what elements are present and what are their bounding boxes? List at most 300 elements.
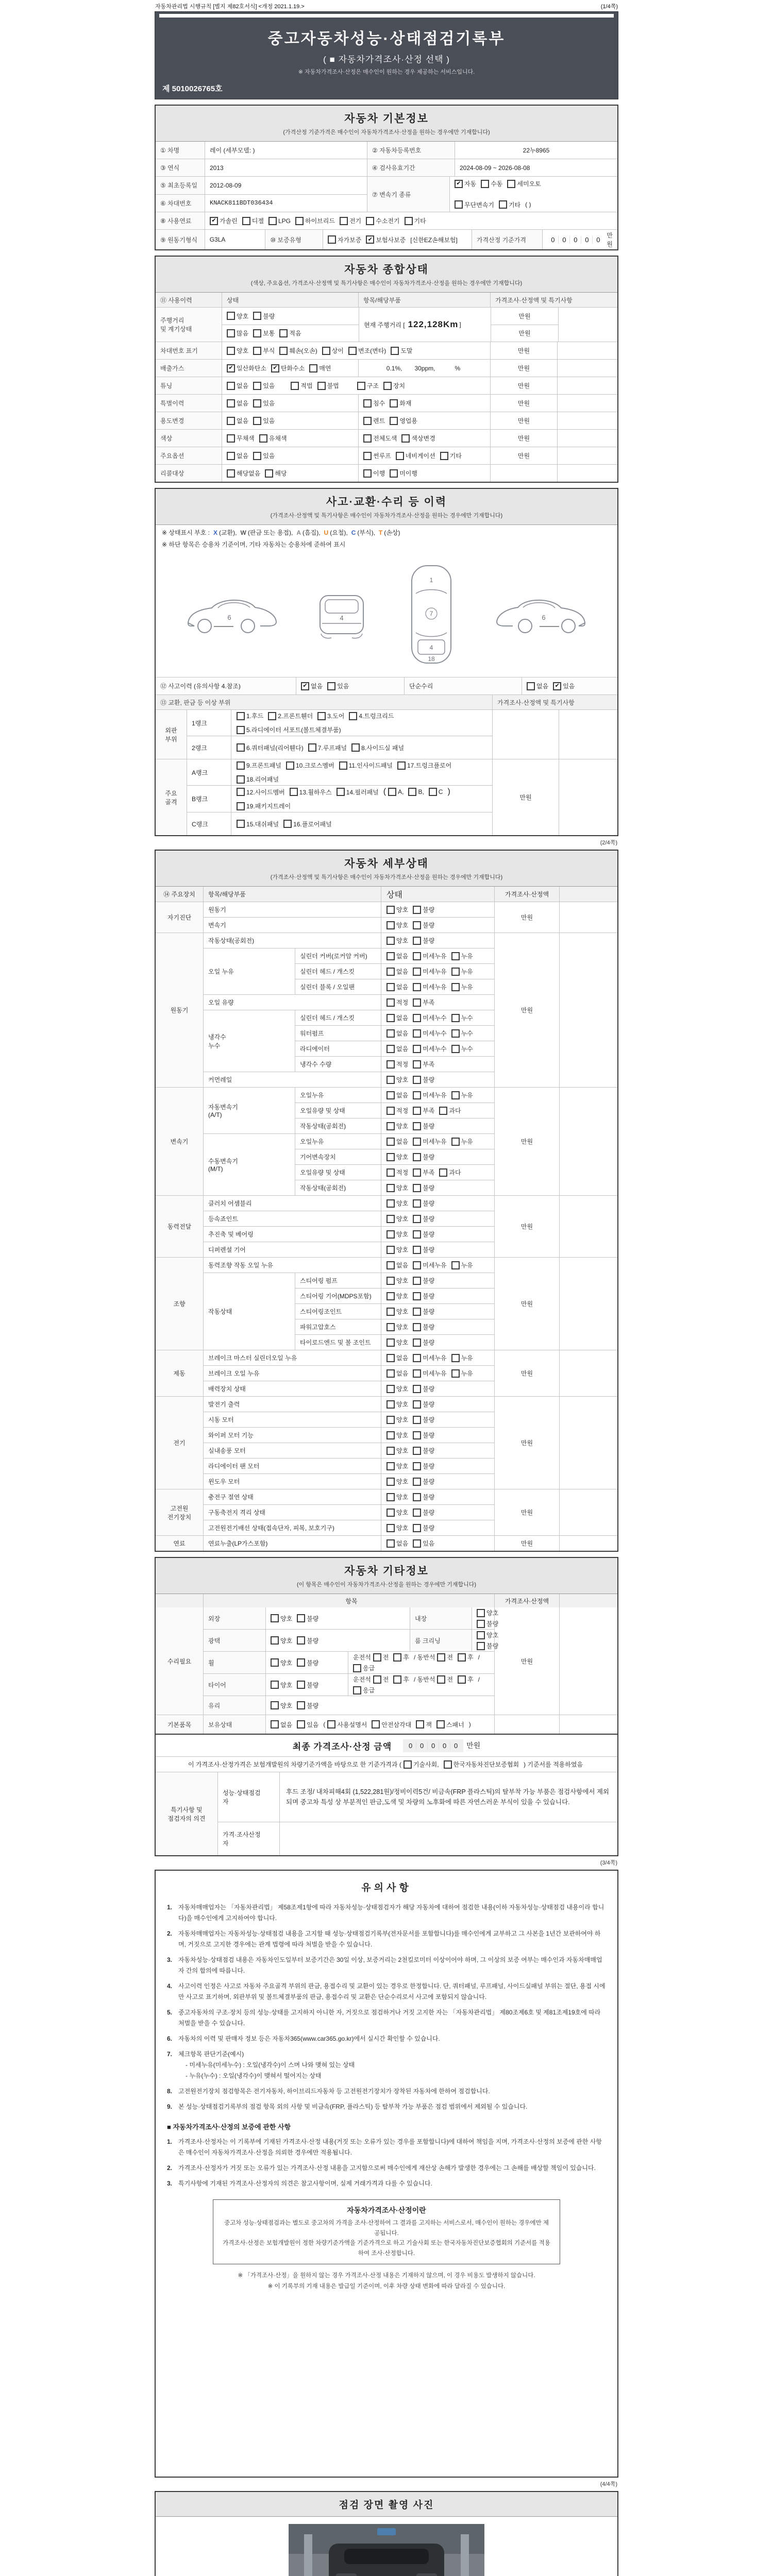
checkbox-불량[interactable] xyxy=(413,1338,434,1347)
checkbox-양호[interactable] xyxy=(386,1323,408,1331)
text-token: 0.1%, xyxy=(386,364,402,372)
checkbox-box xyxy=(477,1609,485,1617)
checkbox-양호[interactable] xyxy=(227,346,248,355)
checkbox-양호[interactable] xyxy=(386,1122,408,1130)
checkbox-미세누유[interactable] xyxy=(413,1261,446,1269)
checkbox-불량[interactable] xyxy=(413,1122,434,1130)
checkbox-box xyxy=(253,399,261,408)
checkbox-수소전기[interactable] xyxy=(366,216,399,225)
checkbox-불량[interactable] xyxy=(413,921,434,929)
checkbox-없음[interactable] xyxy=(386,1013,408,1022)
checkbox-불량[interactable] xyxy=(413,1462,434,1470)
checkbox-불량[interactable] xyxy=(413,1384,434,1393)
checkbox-적법[interactable] xyxy=(291,381,312,390)
checkbox-가솔린[interactable] xyxy=(210,216,238,225)
detail-subitem-label: 타이로드엔드 및 볼 조인트 xyxy=(295,1335,381,1350)
checkbox-양호[interactable] xyxy=(386,1276,408,1285)
checkbox-양호[interactable] xyxy=(386,936,408,945)
checkbox-이행[interactable] xyxy=(363,469,385,478)
detail-subrow xyxy=(295,1118,494,1133)
color-price: 만원 xyxy=(490,430,557,447)
checkbox-불량[interactable] xyxy=(297,1681,318,1689)
text-token: ] xyxy=(459,321,461,328)
checkbox-사용설명서[interactable] xyxy=(327,1720,367,1729)
checkbox-미세누유[interactable] xyxy=(413,952,446,960)
checkbox-없음[interactable] xyxy=(386,1091,408,1099)
checkbox-양호[interactable] xyxy=(386,1415,408,1424)
panel-note-cell xyxy=(559,759,617,835)
checkbox-14.필러패널[interactable] xyxy=(337,788,379,796)
checkbox-양호[interactable] xyxy=(386,1523,408,1532)
checkbox-box xyxy=(386,1478,395,1486)
checkbox-네비게이션[interactable] xyxy=(396,451,435,460)
checkbox-일산화탄소[interactable] xyxy=(227,364,266,372)
checkbox-누유[interactable] xyxy=(451,1261,473,1269)
simple-repair-label: 단순수리 xyxy=(404,677,522,694)
checkbox-해당[interactable] xyxy=(265,469,287,478)
checkbox-잭[interactable] xyxy=(416,1720,432,1729)
checkbox-안전삼각대[interactable] xyxy=(372,1720,411,1729)
checkbox-양호[interactable] xyxy=(386,1493,408,1501)
accident-section xyxy=(155,488,618,836)
checkbox-불량[interactable] xyxy=(413,1214,434,1223)
checkbox-기타[interactable] xyxy=(405,216,426,225)
checkbox-누수[interactable] xyxy=(451,1029,473,1038)
checkbox-불량[interactable] xyxy=(413,1075,434,1084)
checkbox-label: A, xyxy=(398,788,404,795)
checkbox-부족[interactable] xyxy=(413,1060,434,1069)
checkbox-label: 있음 xyxy=(263,400,275,407)
final-price-row xyxy=(156,1734,617,1756)
checkbox-label: 전체도색 xyxy=(373,435,397,442)
checkbox-양호[interactable] xyxy=(271,1614,292,1623)
checkbox-12.사이드멤버[interactable] xyxy=(237,788,285,796)
checkbox-양호[interactable] xyxy=(271,1681,292,1689)
checkbox-B,[interactable] xyxy=(408,788,424,796)
checkbox-없음[interactable] xyxy=(527,682,548,690)
checkbox-한국자동차진단보증협회[interactable] xyxy=(444,1760,519,1769)
checkbox-보험사보증[interactable] xyxy=(366,235,406,244)
checkbox-미세누수[interactable] xyxy=(413,1044,446,1053)
photos-header xyxy=(156,2492,617,2517)
checkbox-기타[interactable] xyxy=(440,451,462,460)
detail-subrow xyxy=(295,1180,494,1195)
checkbox-불량[interactable] xyxy=(413,1153,434,1161)
checkbox-보통[interactable] xyxy=(253,329,275,337)
checkbox-불량[interactable] xyxy=(297,1614,318,1623)
checkbox-없음[interactable] xyxy=(386,1539,408,1548)
checkbox-도말[interactable] xyxy=(391,346,412,355)
detail-subitem-label: 오일유량 및 상태 xyxy=(295,1165,381,1180)
checkbox-후[interactable] xyxy=(393,1653,409,1662)
checkbox-양호[interactable] xyxy=(386,1477,408,1486)
checkbox-불량[interactable] xyxy=(413,1477,434,1486)
checkbox-훼손(오손)[interactable] xyxy=(279,346,317,355)
checkbox-box xyxy=(413,1184,421,1192)
checkbox-양호[interactable] xyxy=(386,1230,408,1239)
checkbox-자동[interactable] xyxy=(455,179,476,188)
checkbox-침수[interactable] xyxy=(363,399,385,408)
checkbox-불량[interactable] xyxy=(413,1292,434,1300)
checkbox-15.대쉬패널[interactable] xyxy=(237,820,279,828)
detail-state-options xyxy=(381,1134,494,1149)
detail-state-options xyxy=(381,1103,494,1118)
checkbox-양호[interactable] xyxy=(386,1307,408,1316)
checkbox-누유[interactable] xyxy=(451,967,473,976)
checkbox-양호[interactable] xyxy=(386,1199,408,1208)
checkbox-과다[interactable] xyxy=(439,1168,461,1177)
checkbox-box xyxy=(413,1230,421,1239)
checkbox-19.패키지트레이[interactable] xyxy=(237,802,291,810)
checkbox-불량[interactable] xyxy=(413,1431,434,1439)
checkbox-label: 변조(변타) xyxy=(358,347,386,354)
basic-info-table xyxy=(156,142,617,249)
checkbox-양호[interactable] xyxy=(386,1431,408,1439)
checkbox-없음[interactable] xyxy=(227,399,248,408)
checkbox-후[interactable] xyxy=(458,1675,474,1684)
detail-state-options xyxy=(381,1304,494,1319)
etc-basic-price-cell xyxy=(494,1715,559,1734)
checkbox-label: 적정 xyxy=(396,1169,409,1176)
checkbox-없음[interactable] xyxy=(386,1369,408,1378)
checkbox-양호[interactable] xyxy=(386,921,408,929)
checkbox-기타[interactable] xyxy=(499,200,520,209)
checkbox-부족[interactable] xyxy=(413,998,434,1007)
checkbox-디젤[interactable] xyxy=(242,216,264,225)
checkbox-없음[interactable] xyxy=(386,1261,408,1269)
checkbox-불량[interactable] xyxy=(413,905,434,914)
checkbox-전기[interactable] xyxy=(340,216,361,225)
checkbox-미세누유[interactable] xyxy=(413,1137,446,1146)
checkbox-누유[interactable] xyxy=(451,982,473,991)
detail-subrow xyxy=(295,1334,494,1350)
detail-subitem-label: 오일누유 xyxy=(295,1088,381,1103)
checkbox-기술사회,[interactable] xyxy=(404,1760,439,1769)
price-definition-title: 자동차가격조사·산정이란 xyxy=(347,2206,426,2214)
checkbox-양호[interactable] xyxy=(386,1183,408,1192)
checkbox-양호[interactable] xyxy=(386,905,408,914)
checkbox-있음[interactable] xyxy=(553,682,575,690)
checkbox-없음[interactable] xyxy=(386,1137,408,1146)
mileage-price-1: 만원 xyxy=(518,312,531,320)
checkbox-불량[interactable] xyxy=(413,1199,434,1208)
checkbox-16.플로어패널[interactable] xyxy=(283,820,332,828)
checkbox-부족[interactable] xyxy=(413,1168,434,1177)
checkbox-없음[interactable] xyxy=(386,1353,408,1362)
special-label: 특별이력 xyxy=(156,395,222,412)
color-items xyxy=(358,430,490,447)
checkbox-누유[interactable] xyxy=(451,1353,473,1362)
checkbox-누유[interactable] xyxy=(451,1091,473,1099)
cautions-footnote-2: ※ 이 기록부의 기재 내용은 발급일 기준이며, 이후 차량 상태 변화에 따라 달라질 수 있습니다. xyxy=(267,2283,506,2290)
checkbox-불량[interactable] xyxy=(297,1701,318,1710)
checkbox-불량[interactable] xyxy=(413,1523,434,1532)
checkbox-누유[interactable] xyxy=(451,952,473,960)
checkbox-부식[interactable] xyxy=(253,346,275,355)
checkbox-무채색[interactable] xyxy=(227,434,255,443)
checkbox-있음[interactable] xyxy=(297,1720,318,1729)
checkbox-없음[interactable] xyxy=(386,967,408,976)
checkbox-label: 렌트 xyxy=(373,417,385,425)
checkbox-불량[interactable] xyxy=(413,1400,434,1409)
checkbox-영업용[interactable] xyxy=(390,416,417,425)
checkbox-없음[interactable] xyxy=(386,1044,408,1053)
checkbox-썬루프[interactable] xyxy=(363,451,391,460)
checkbox-box xyxy=(308,743,316,752)
checkbox-무단변속기[interactable] xyxy=(455,200,494,209)
checkbox-있음[interactable] xyxy=(413,1539,434,1548)
checkbox-11.인사이드패널[interactable] xyxy=(339,761,393,770)
checkbox-box xyxy=(242,217,250,225)
checkbox-양호[interactable] xyxy=(386,1338,408,1347)
detail-item-label: 클러치 어셈블리 xyxy=(204,1196,381,1211)
checkbox-불량[interactable] xyxy=(413,936,434,945)
checkbox-장치[interactable] xyxy=(383,381,405,390)
detail-col-state: 상태 xyxy=(386,891,402,900)
checkbox-2.프론트휀더[interactable] xyxy=(268,711,313,720)
checkbox-label: 없음 xyxy=(396,1540,409,1547)
checkbox-해당없음[interactable] xyxy=(227,469,260,478)
checkbox-4.트렁크리드[interactable] xyxy=(349,711,394,720)
checkbox-누유[interactable] xyxy=(451,1369,473,1378)
checkbox-box: ✔ xyxy=(210,217,218,225)
checkbox-색상변경[interactable] xyxy=(401,434,435,443)
checkbox-label: 전 xyxy=(382,1654,389,1661)
checkbox-불량[interactable] xyxy=(413,1307,434,1316)
checkbox-변조(변타)[interactable] xyxy=(348,346,386,355)
checkbox-상이[interactable] xyxy=(322,346,344,355)
checkbox-유채색[interactable] xyxy=(259,434,287,443)
checkbox-미세누유[interactable] xyxy=(413,1353,446,1362)
checkbox-box xyxy=(386,1184,395,1192)
checkbox-18.리어패널[interactable] xyxy=(237,775,279,784)
checkbox-적정[interactable] xyxy=(386,1168,408,1177)
checkbox-매연[interactable] xyxy=(309,364,331,372)
checkbox-전[interactable] xyxy=(373,1653,389,1662)
checkbox-렌트[interactable] xyxy=(363,416,385,425)
checkbox-자가보증[interactable] xyxy=(328,235,361,244)
checkbox-탄화수소[interactable] xyxy=(271,364,305,372)
svg-text:1: 1 xyxy=(429,577,433,584)
checkbox-없음[interactable] xyxy=(227,416,248,425)
checkbox-box xyxy=(386,1308,395,1316)
checkbox-있음[interactable] xyxy=(253,399,275,408)
checkbox-불량[interactable] xyxy=(413,1508,434,1517)
checkbox-적정[interactable] xyxy=(386,1060,408,1069)
checkbox-전[interactable] xyxy=(373,1675,389,1684)
checkbox-불법[interactable] xyxy=(317,381,339,390)
checkbox-3.도어[interactable] xyxy=(317,711,344,720)
checkbox-label: 양호 xyxy=(396,1246,409,1253)
checkbox-label: 양호 xyxy=(396,1215,409,1223)
checkbox-미세누유[interactable] xyxy=(413,982,446,991)
row-usage-change xyxy=(156,412,617,429)
checkbox-미세누유[interactable] xyxy=(413,1091,446,1099)
checkbox-응급[interactable] xyxy=(353,1664,375,1672)
checkbox-불량[interactable] xyxy=(297,1636,318,1645)
checkbox-불량[interactable] xyxy=(413,1230,434,1239)
checkbox-label: 5.라디에이터 서포트(볼트체결부품) xyxy=(246,726,341,734)
checkbox-과다[interactable] xyxy=(439,1106,461,1115)
panel-group-rows xyxy=(187,710,492,759)
checkbox-양호[interactable] xyxy=(386,1508,408,1517)
checkbox-있음[interactable] xyxy=(253,451,275,460)
checkbox-양호[interactable] xyxy=(386,1245,408,1254)
detail-state-options xyxy=(381,979,494,994)
checkbox-불량[interactable] xyxy=(413,1276,434,1285)
checkbox-미세누유[interactable] xyxy=(413,1369,446,1378)
etc-cell-내장: 내장 xyxy=(410,1607,472,1629)
checkbox-box xyxy=(297,1701,305,1709)
detail-state-options xyxy=(381,1041,494,1056)
checkbox-9.프론트패널[interactable] xyxy=(237,761,281,770)
checkbox-label: 불량 xyxy=(423,1215,435,1223)
checkbox-양호[interactable] xyxy=(386,1384,408,1393)
checkbox-1.후드[interactable] xyxy=(237,711,263,720)
checkbox-LPG[interactable] xyxy=(268,217,291,225)
base-price-cell xyxy=(542,230,617,249)
detail-row xyxy=(204,1365,494,1381)
detail-row xyxy=(204,933,494,948)
detail-item-label: 실내송풍 모터 xyxy=(204,1443,381,1458)
detail-group-label: 변속기 xyxy=(156,1088,204,1195)
checkbox-양호[interactable] xyxy=(227,312,248,320)
checkbox-부족[interactable] xyxy=(413,1106,434,1115)
detail-group-label: 제동 xyxy=(156,1350,204,1396)
checkbox-불량[interactable] xyxy=(413,1446,434,1455)
checkbox-불량[interactable] xyxy=(297,1658,318,1667)
final-price-label: 최종 가격조사·산정 금액 xyxy=(292,1741,392,1752)
checkbox-17.트렁크플로어[interactable] xyxy=(397,761,451,770)
checkbox-양호[interactable] xyxy=(386,1446,408,1455)
checkbox-양호[interactable] xyxy=(386,1075,408,1084)
checkbox-스패너[interactable] xyxy=(436,1720,464,1729)
checkbox-10.크로스멤버[interactable] xyxy=(286,761,334,770)
checkbox-양호[interactable] xyxy=(386,1400,408,1409)
checkbox-미세누유[interactable] xyxy=(413,967,446,976)
checkbox-label: 불량 xyxy=(307,1681,319,1689)
checkbox-수동[interactable] xyxy=(481,179,502,188)
checkbox-없음[interactable] xyxy=(386,1029,408,1038)
checkbox-box xyxy=(413,1509,421,1517)
checkbox-box xyxy=(363,417,372,425)
detail-price-cell: 만원 xyxy=(494,1258,559,1350)
checkbox-label: 13.휠하우스 xyxy=(299,788,332,796)
checkbox-누수[interactable] xyxy=(451,1013,473,1022)
checkbox-많음[interactable] xyxy=(227,329,248,337)
checkbox-label: 유채색 xyxy=(268,435,287,442)
detail-item-label: 브레이크 마스터 실린더오일 누유 xyxy=(204,1350,381,1365)
checkbox-후[interactable] xyxy=(393,1675,409,1684)
checkbox-화재[interactable] xyxy=(390,399,411,408)
comp-col-state: 상태 xyxy=(222,293,358,307)
checkbox-적정[interactable] xyxy=(386,998,408,1007)
checkbox-누수[interactable] xyxy=(451,1044,473,1053)
checkbox-양호[interactable] xyxy=(386,1292,408,1300)
checkbox-양호[interactable] xyxy=(271,1658,292,1667)
checkbox-양호[interactable] xyxy=(271,1636,292,1645)
checkbox-label: 이행 xyxy=(373,470,385,477)
detail-row xyxy=(204,1196,494,1211)
checkbox-불량[interactable] xyxy=(413,1415,434,1424)
checkbox-누유[interactable] xyxy=(451,1137,473,1146)
vin-mark-label: 차대번호 표기 xyxy=(156,342,222,359)
checkbox-미이행[interactable] xyxy=(390,469,417,478)
checkbox-양호[interactable] xyxy=(386,1153,408,1161)
checkbox-전[interactable] xyxy=(437,1653,453,1662)
checkbox-불량[interactable] xyxy=(413,1183,434,1192)
checkbox-없음[interactable] xyxy=(227,381,248,390)
checkbox-불량[interactable] xyxy=(253,312,275,320)
checkbox-없음[interactable] xyxy=(386,952,408,960)
detail-item-label: 변속기 xyxy=(204,918,381,933)
checkbox-불량[interactable] xyxy=(413,1245,434,1254)
checkbox-후[interactable] xyxy=(458,1653,474,1662)
checkbox-적음[interactable] xyxy=(279,329,301,337)
checkbox-7.루프패널[interactable] xyxy=(308,743,347,752)
caution-item xyxy=(167,2102,606,2112)
checkbox-label: 잭 xyxy=(426,1721,432,1728)
checkbox-label: 안전삼각대 xyxy=(381,1721,412,1728)
checkbox-구조[interactable] xyxy=(357,381,379,390)
checkbox-불량[interactable] xyxy=(413,1493,434,1501)
checkbox-8.사이드실 패널[interactable] xyxy=(351,743,404,752)
checkbox-없음[interactable] xyxy=(386,982,408,991)
checkbox-세미오토[interactable] xyxy=(507,179,541,188)
checkbox-6.쿼터패널(리어휀다)[interactable] xyxy=(237,743,304,752)
checkbox-13.휠하우스[interactable] xyxy=(290,788,332,796)
detail-subitem-label: 스티어링 펌프 xyxy=(295,1273,381,1288)
checkbox-없음[interactable] xyxy=(227,451,248,460)
checkbox-응급[interactable] xyxy=(353,1686,375,1694)
checkbox-label: 양호 xyxy=(396,1416,409,1423)
text-token: / 동반석 xyxy=(413,1676,435,1683)
etc-col-note xyxy=(559,1594,617,1607)
detail-group-전기 xyxy=(156,1396,617,1489)
checkbox-있음[interactable] xyxy=(253,381,275,390)
checkbox-전체도색[interactable] xyxy=(363,434,397,443)
etc-cell-외장: 외장 xyxy=(204,1607,265,1629)
row-mileage xyxy=(156,307,617,342)
checkbox-A,[interactable] xyxy=(388,788,404,796)
text-token: ※ 상태표시 부호 : xyxy=(162,529,210,536)
rank-label: C랭크 xyxy=(187,812,231,835)
checkbox-없음[interactable] xyxy=(271,1720,292,1729)
checkbox-box xyxy=(383,382,392,390)
checkbox-전[interactable] xyxy=(437,1675,453,1684)
checkbox-있음[interactable] xyxy=(327,682,349,690)
checkbox-없음[interactable] xyxy=(301,682,323,690)
checkbox-label: 누유 xyxy=(461,984,473,991)
checkbox-하이브리드[interactable] xyxy=(295,216,335,225)
checkbox-box xyxy=(279,347,288,355)
checkbox-불량[interactable] xyxy=(413,1323,434,1331)
checkbox-미세누수[interactable] xyxy=(413,1029,446,1038)
state-code-A: A xyxy=(296,529,301,536)
checkbox-양호[interactable] xyxy=(386,1462,408,1470)
checkbox-양호[interactable] xyxy=(271,1701,292,1710)
checkbox-label: 누수 xyxy=(461,1014,473,1022)
checkbox-있음[interactable] xyxy=(253,416,275,425)
accident-history-row xyxy=(156,677,617,694)
checkbox-미세누수[interactable] xyxy=(413,1013,446,1022)
checkbox-적정[interactable] xyxy=(386,1106,408,1115)
checkbox-5.라디에이터 서포트(볼트체결부품)[interactable] xyxy=(237,725,341,734)
checkbox-C[interactable] xyxy=(429,788,443,796)
checkbox-box xyxy=(268,712,276,720)
checkbox-양호[interactable] xyxy=(386,1214,408,1223)
checkbox-box xyxy=(451,1369,460,1378)
